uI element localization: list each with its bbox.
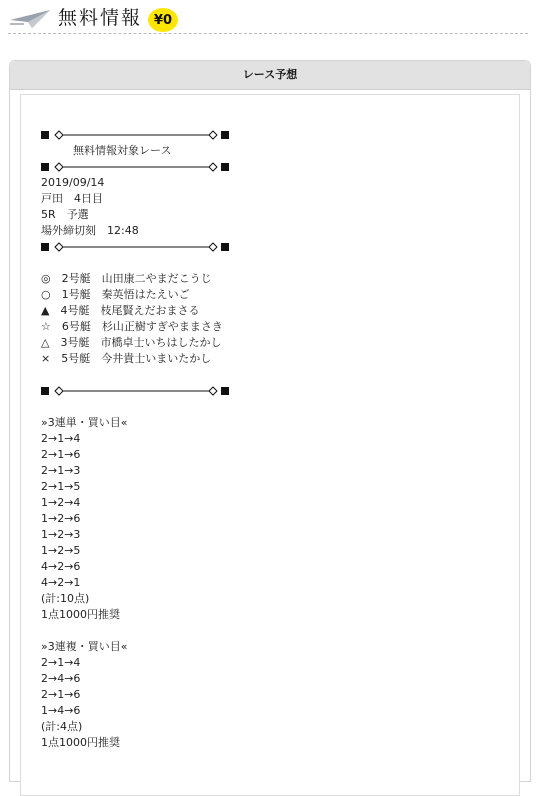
race-deadline: 場外締切刻 12:48 [41, 224, 139, 237]
sanrentan-combo: 2→1→3 [41, 464, 81, 477]
sanrenpuku-combo: 1→4→6 [41, 704, 81, 717]
spacer [41, 255, 521, 271]
page-header [0, 0, 542, 36]
prediction-content [20, 94, 520, 796]
spacer [41, 95, 521, 111]
sanrenpuku-combo: 2→1→6 [41, 688, 81, 701]
sanrenpuku-bet: 1点1000円推奨 [41, 736, 120, 749]
sanrentan-combo: 1→2→3 [41, 528, 81, 541]
free-badge: ¥0 [148, 8, 178, 32]
race-title: 無料情報対象レース [73, 144, 172, 157]
sanrenpuku-heading: »3連複・買い目« [41, 640, 128, 653]
decorative-divider [41, 383, 521, 399]
race-venue-day: 戸田 4日目 [41, 192, 103, 205]
race-prediction-panel [9, 60, 531, 782]
paper-plane-icon [10, 8, 50, 30]
sanrenpuku-total: (計:4点) [41, 720, 83, 733]
decorative-divider [41, 239, 521, 255]
panel-title: レース予想 [10, 61, 530, 90]
page-title: 無料情報 [58, 7, 143, 29]
sanrentan-combo: 4→2→6 [41, 560, 81, 573]
spacer [41, 623, 521, 639]
sanrentan-combo: 1→2→5 [41, 544, 81, 557]
sanrenpuku-combo: 2→1→4 [41, 656, 81, 669]
sanrentan-combo: 4→2→1 [41, 576, 81, 589]
sanrentan-combo: 2→1→4 [41, 432, 81, 445]
sanrentan-combo: 1→2→4 [41, 496, 81, 509]
race-name: 5R 予選 [41, 208, 89, 221]
prediction-row: ○ 1号艇 秦英悟はたえいご [41, 288, 190, 301]
spacer [41, 367, 521, 383]
decorative-divider [41, 127, 521, 143]
sanrenpuku-combo: 2→4→6 [41, 672, 81, 685]
spacer [41, 399, 521, 415]
sanrentan-bet: 1点1000円推奨 [41, 608, 120, 621]
sanrentan-combo: 1→2→6 [41, 512, 81, 525]
header-divider [8, 33, 528, 34]
prediction-text [41, 95, 521, 751]
prediction-row: × 5号艇 今井貴士いまいたかし [41, 352, 212, 365]
prediction-row: ☆ 6号艇 杉山正樹すぎやままさき [41, 320, 223, 333]
decorative-divider [41, 159, 521, 175]
sanrentan-heading: »3連単・買い目« [41, 416, 128, 429]
prediction-row: ▲ 4号艇 枝尾賢えだおまさる [41, 304, 200, 317]
prediction-row: △ 3号艇 市橋卓士いちはしたかし [41, 336, 222, 349]
prediction-row: ◎ 2号艇 山田康二やまだこうじ [41, 272, 212, 285]
race-date: 2019/09/14 [41, 176, 105, 189]
sanrentan-combo: 2→1→6 [41, 448, 81, 461]
sanrentan-combo: 2→1→5 [41, 480, 81, 493]
spacer [41, 111, 521, 127]
sanrentan-total: (計:10点) [41, 592, 90, 605]
